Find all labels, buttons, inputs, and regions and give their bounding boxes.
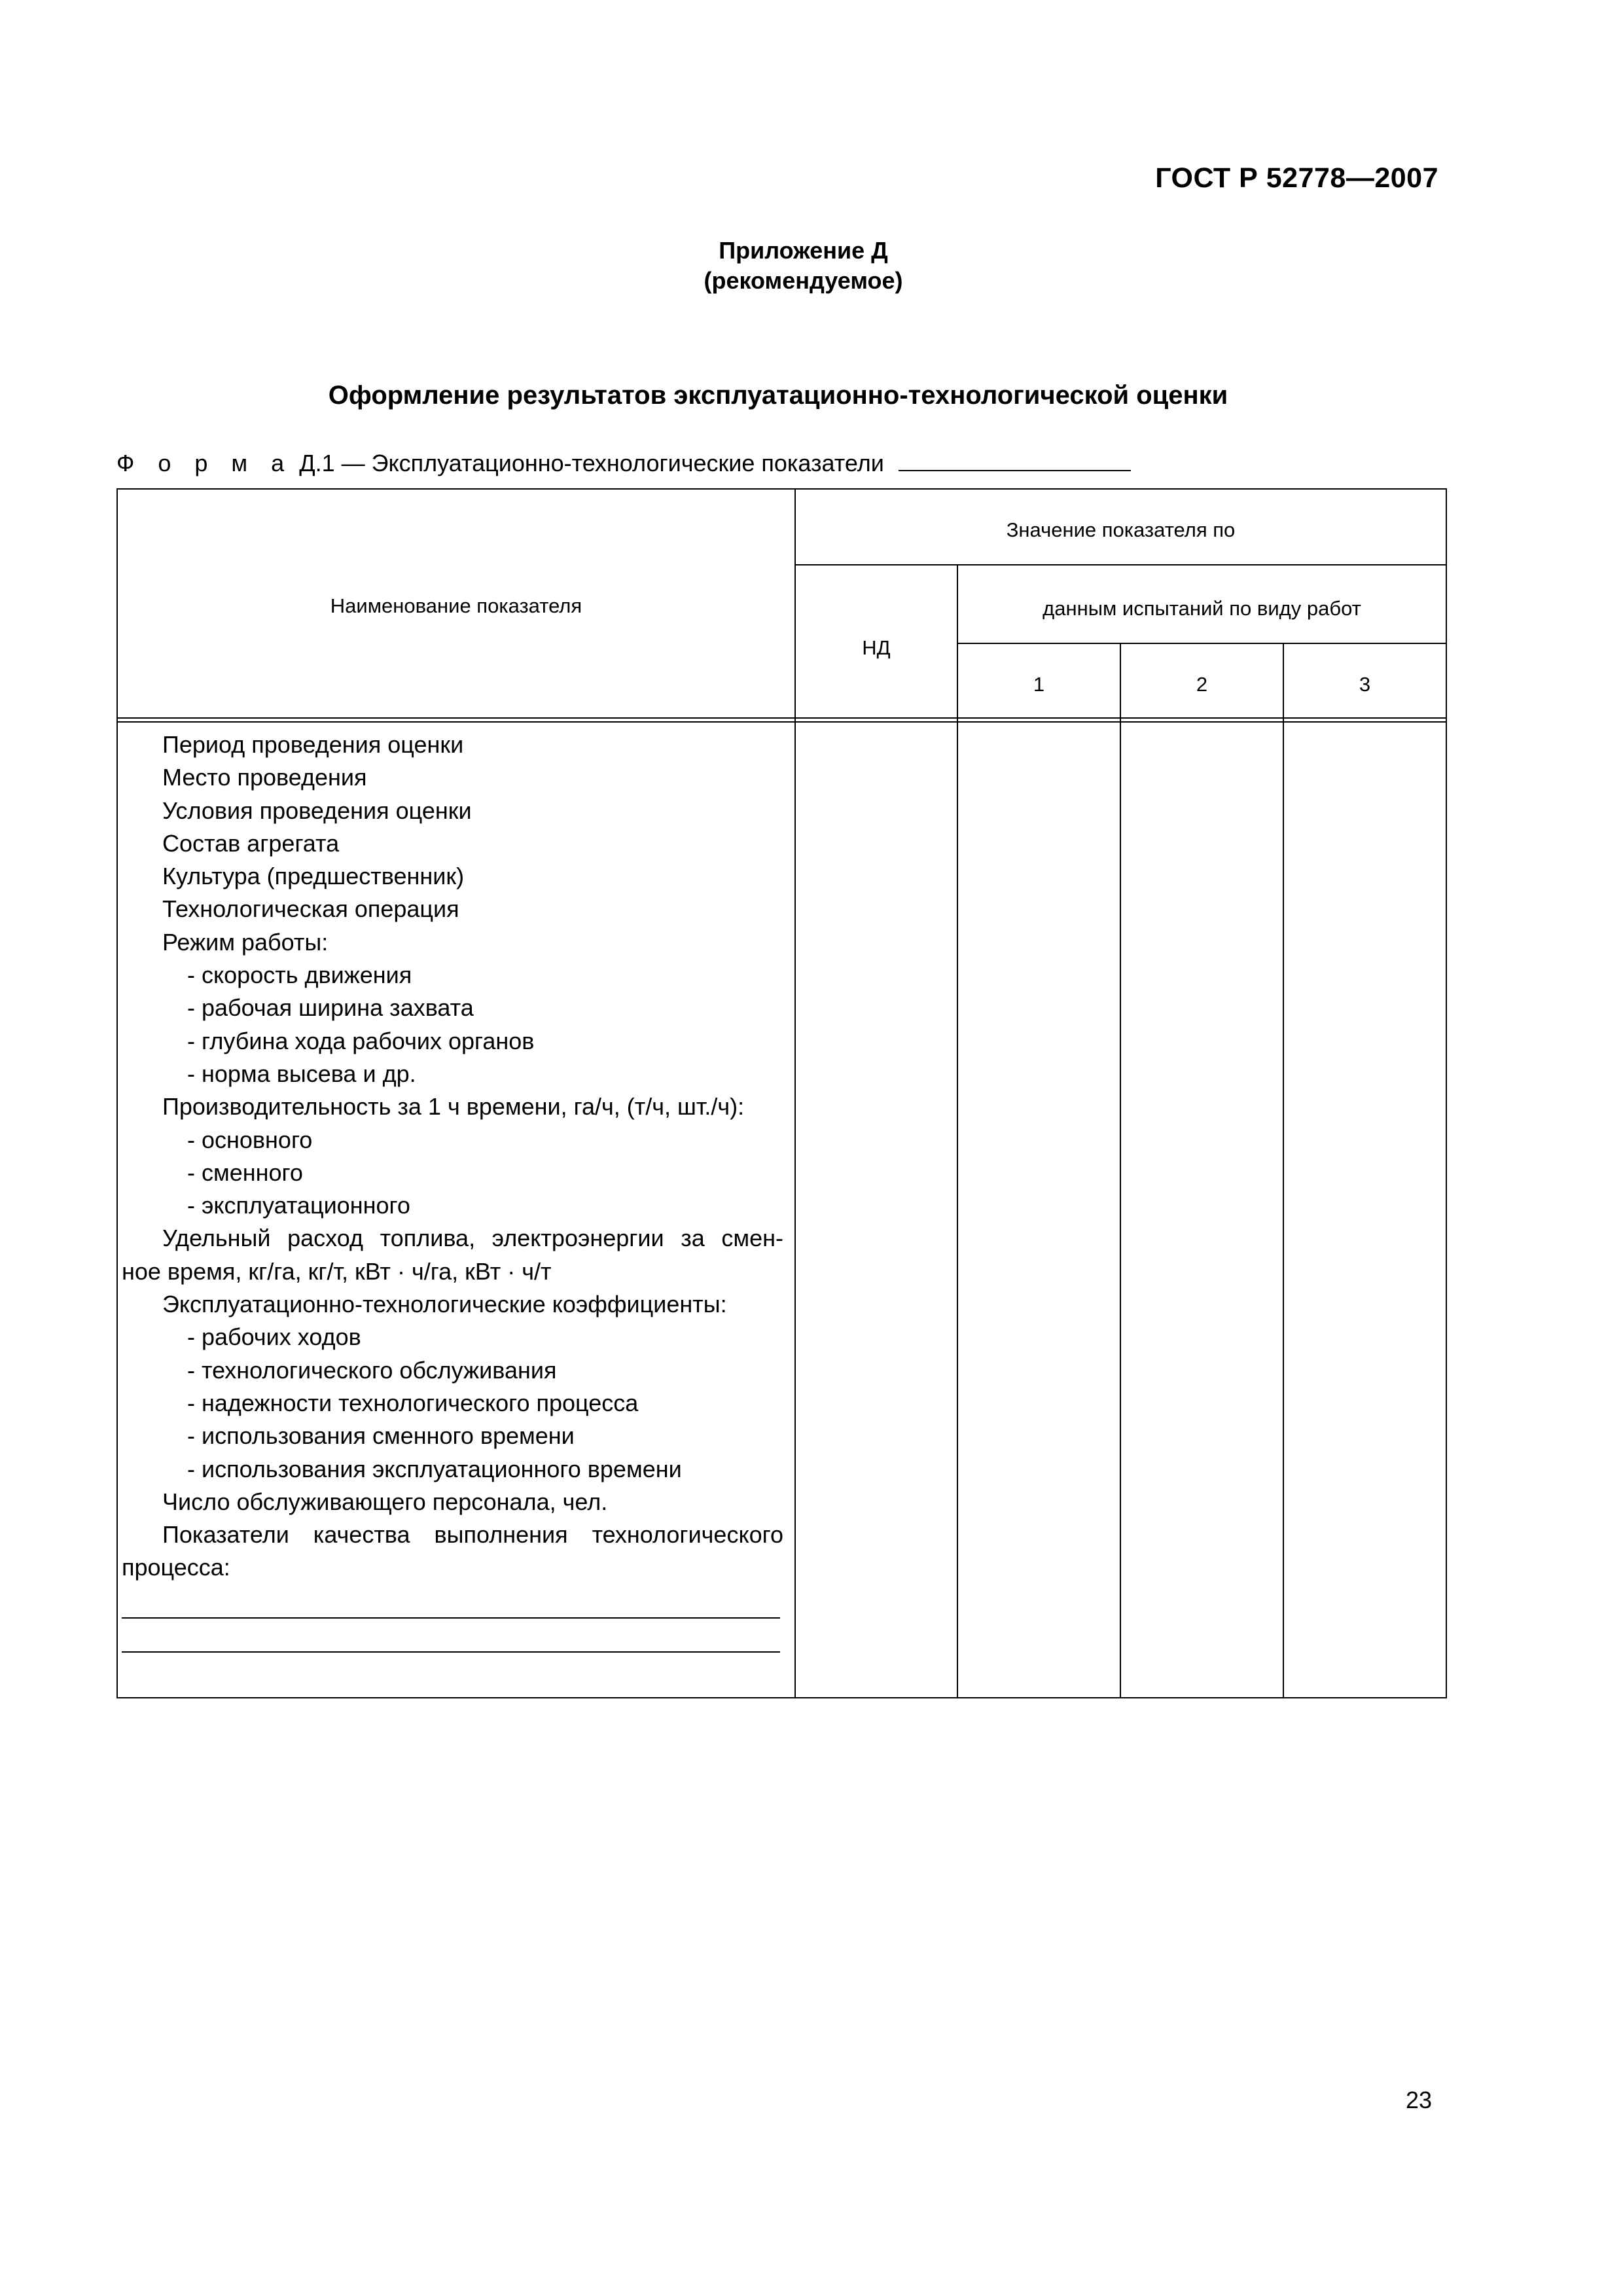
list-item: Условия проведения оценки xyxy=(162,797,472,824)
header-indicator-name: Наименование показателя xyxy=(330,594,582,617)
form-caption-prefix: Ф о р м а xyxy=(116,450,293,476)
table-divider-test-data xyxy=(957,643,1447,644)
header-col-3: 3 xyxy=(1359,673,1371,696)
table-header-rule-2 xyxy=(116,721,1447,723)
standard-number: ГОСТ Р 52778—2007 xyxy=(1155,162,1438,194)
table-top-border xyxy=(116,488,1447,490)
list-item: - основного xyxy=(187,1126,313,1153)
list-item: - использования эксплуатационного времени xyxy=(187,1455,682,1482)
page-number: 23 xyxy=(1405,2087,1432,2113)
list-item: - технологического обслуживания xyxy=(187,1356,557,1384)
blank-fill-line xyxy=(122,1619,780,1653)
list-item: Производительность за 1 ч времени, га/ч, (т/ч, шт./ч): xyxy=(162,1093,745,1121)
list-item: Технологическая операция xyxy=(162,895,459,923)
table-bottom-border xyxy=(116,1697,1447,1698)
list-item: Показатели качества выполнения технологического xyxy=(162,1521,783,1549)
section-title: Оформление результатов эксплуатационно-технологической оценки xyxy=(328,381,1228,410)
list-item: - глубина хода рабочих органов xyxy=(187,1027,535,1054)
table-divider-nd-1 xyxy=(957,564,958,1698)
list-item: - эксплуатационного xyxy=(187,1192,410,1219)
form-caption-text: Д.1 — Эксплуатационно-технологические показатели xyxy=(299,450,884,476)
header-nd: НД xyxy=(862,636,891,659)
indicator-list xyxy=(122,728,783,1653)
list-item: Эксплуатационно-технологические коэффициенты: xyxy=(162,1291,727,1318)
list-item: - скорость движения xyxy=(187,961,412,989)
table-divider-1-2 xyxy=(1120,643,1121,1698)
list-item: Культура (предшественник) xyxy=(162,863,465,890)
table-right-border xyxy=(1446,488,1447,1698)
list-item: Место проведения xyxy=(162,764,367,791)
list-item: Период проведения оценки xyxy=(162,731,464,758)
header-col-2: 2 xyxy=(1196,673,1208,696)
list-item: - надежности технологического процесса xyxy=(187,1389,639,1416)
list-item: Состав агрегата xyxy=(162,829,340,857)
list-item: Число обслуживающего персонала, чел. xyxy=(162,1488,608,1515)
form-caption xyxy=(116,449,1131,477)
header-test-data: данным испытаний по виду работ xyxy=(1043,597,1361,620)
list-item: процесса: xyxy=(122,1554,230,1581)
list-item: - норма высева и др. xyxy=(187,1060,416,1087)
list-item: - сменного xyxy=(187,1158,303,1186)
list-item: - рабочая ширина захвата xyxy=(187,994,474,1022)
table-divider-2-3 xyxy=(1283,643,1284,1698)
header-value-group: Значение показателя по xyxy=(1006,518,1236,541)
blank-fill-line xyxy=(122,1585,780,1619)
table-divider-name-nd xyxy=(794,488,796,1698)
form-caption-blank xyxy=(899,449,1131,471)
list-item: Удельный расход топлива, электроэнергии за смен- xyxy=(162,1225,783,1252)
table-left-border xyxy=(116,488,118,1698)
list-item: - использования сменного времени xyxy=(187,1422,575,1450)
list-item: Режим работы: xyxy=(162,928,329,956)
header-col-1: 1 xyxy=(1033,673,1045,696)
table-divider-group xyxy=(794,564,1447,565)
list-item: - рабочих ходов xyxy=(187,1323,361,1351)
appendix-title: Приложение Д xyxy=(719,237,888,264)
list-item: ное время, кг/га, кг/т, кВт · ч/га, кВт · ч/т xyxy=(122,1257,552,1285)
appendix-status: (рекомендуемое) xyxy=(704,267,903,294)
table-header-rule-1 xyxy=(116,717,1447,719)
